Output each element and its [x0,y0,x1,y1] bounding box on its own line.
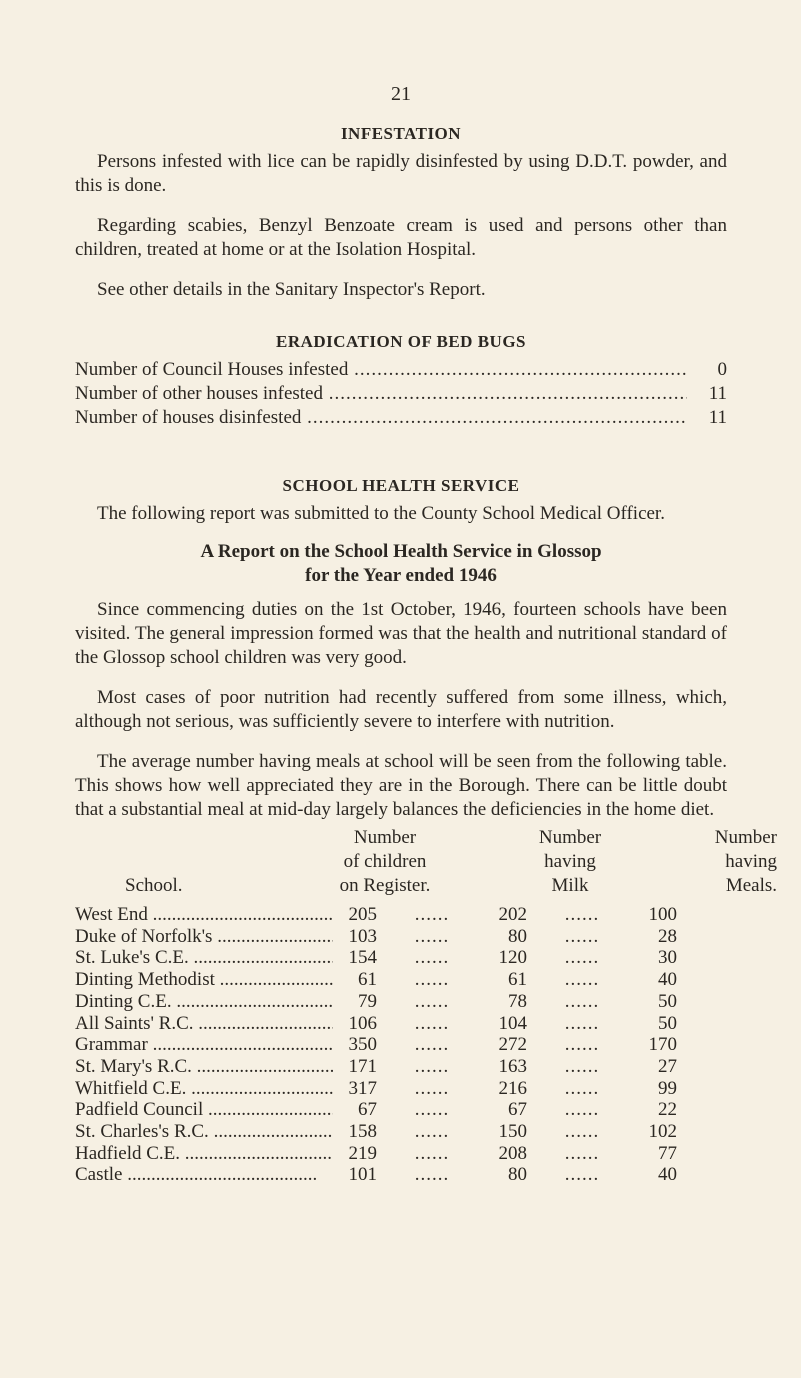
dot-leader: ...... [564,1055,600,1077]
header-line: Number [353,827,417,848]
milk-cell: 202 [498,904,527,925]
header-school [75,826,305,898]
school-cell [75,1164,337,1186]
infestation-paragraph: Regarding scabies, Benzyl Benzoate cream is used and persons other than children, treated at home or at the Isolation Hospital. [75,215,727,260]
school-name: Dinting C.E. [75,990,172,1012]
item-value: 0 [717,359,727,380]
school-cell [75,1143,337,1165]
school-name: St. Mary's R.C. [75,1055,192,1077]
milk-cell: 216 [498,1077,527,1099]
meals-cell: 40 [658,969,677,991]
table-row [75,1056,677,1078]
header-line: having [544,851,596,872]
dot-leader: ...... [414,1077,450,1099]
meals-cell: 30 [658,947,677,969]
school-name: Duke of Norfolk's [75,925,213,947]
school-name: Padfield Council [75,1099,204,1121]
dot-leader: ...... [564,1121,600,1143]
header-line: Number [714,827,777,848]
meals-cell: 40 [658,1164,677,1186]
table-row [75,991,677,1013]
school-health-heading: SCHOOL HEALTH SERVICE [282,476,520,495]
page-number: 21 [391,83,411,105]
school-name: Dinting Methodist [75,969,215,991]
meals-cell: 22 [658,1099,677,1121]
dot-leader: ...... [414,1142,450,1164]
dot-leader: ...... [414,1034,450,1056]
header-line: Milk [551,875,589,896]
dot-leader: ...... [414,990,450,1012]
report-paragraph: Since commencing duties on the 1st October, 1946, fourteen schools have been visited. The general impression formed was that the health and nutritional standard of the Glossop school children was very good. [75,599,727,668]
register-cell: 79 [358,990,377,1012]
school-cell [75,904,337,926]
register-cell: 219 [348,1142,377,1164]
table-row [75,1143,677,1165]
school-cell [75,1078,337,1100]
meals-cell: 50 [658,1012,677,1034]
register-cell: 61 [358,969,377,991]
header-meals [655,826,777,898]
report-title: A Report on the School Health Service in Glossop [200,541,602,562]
register-cell: 103 [348,925,377,947]
bed-bugs-item [75,382,727,406]
table-header [75,826,777,898]
meals-cell: 50 [658,990,677,1012]
meals-cell: 99 [658,1077,677,1099]
header-line: on Register. [339,875,431,896]
register-cell: 317 [348,1077,377,1099]
dot-leader: ...... [564,1099,600,1121]
school-name: Castle [75,1164,123,1186]
dot-leader: ...... [414,1164,450,1186]
dot-leader: ...... [414,925,450,947]
milk-cell: 61 [508,969,527,991]
table-row [75,1078,677,1100]
dot-leader: ...... [564,990,600,1012]
item-value: 11 [708,407,727,428]
school-name: West End [75,904,148,925]
infestation-heading: INFESTATION [340,124,462,143]
header-line: having [725,851,777,872]
dot-leader: ...... [564,1077,600,1099]
dot-leader: ...... [414,969,450,991]
bed-bugs-item [75,406,727,430]
school-cell [75,1013,337,1035]
dot-leader: ...... [414,1099,450,1121]
school-name: Grammar [75,1034,148,1056]
table-row [75,1099,677,1121]
infestation-paragraph: Persons infested with lice can be rapidly disinfested by using D.D.T. powder, and this is done. [75,151,727,196]
school-name: All Saints' R.C. [75,1012,194,1034]
meals-cell: 102 [648,1121,677,1143]
meals-cell: 28 [658,925,677,947]
register-cell: 171 [348,1055,377,1077]
header-register [305,826,465,898]
school-cell [75,969,337,991]
dot-leader: ...... [564,904,600,925]
dot-leader: ...... [564,1012,600,1034]
dot-leader: ...... [414,947,450,969]
page-column [75,0,777,1186]
table-row [75,1121,677,1143]
dot-leader: ...... [564,1034,600,1056]
bed-bugs-item [75,358,727,382]
dot-leader: ...... [564,925,600,947]
school-cell [75,1034,337,1056]
milk-cell: 208 [498,1142,527,1164]
school-name: Whitfield C.E. [75,1077,187,1099]
table-row [75,1164,677,1186]
school-name: Hadfield C.E. [75,1142,181,1164]
dot-leader: ...... [414,1055,450,1077]
report-paragraph: Most cases of poor nutrition had recently suffered from some illness, which, although not serious, was sufficiently severe to interfere with nutrition. [75,687,727,732]
milk-cell: 120 [498,947,527,969]
dot-leader: ...... [564,1164,600,1186]
milk-cell: 150 [498,1121,527,1143]
milk-cell: 78 [508,990,527,1012]
report-title: for the Year ended 1946 [305,565,497,586]
meals-cell: 27 [658,1055,677,1077]
dot-leader: ...... [564,947,600,969]
school-cell [75,1121,337,1143]
item-label: Number of houses disinfested ..... [75,406,687,430]
register-cell: 106 [348,1012,377,1034]
register-cell: 67 [358,1099,377,1121]
item-label: Number of other houses infested ..... [75,382,687,406]
report-paragraph: The average number having meals at school will be seen from the following table. This shows how well appreciated they are in the Borough. There can be little doubt that a substantial meal at mid-day largely balances the deficiencies in the home diet. [75,751,727,820]
school-meals-table [75,904,677,1186]
school-cell [75,991,337,1013]
register-cell: 154 [348,947,377,969]
header-line: Meals. [725,875,777,896]
item-label: Number of Council Houses infested ..... [75,358,687,382]
table-row [75,904,677,926]
milk-cell: 163 [498,1055,527,1077]
milk-cell: 80 [508,1164,527,1186]
header-line: School. [125,875,183,896]
infestation-paragraph: See other details in the Sanitary Inspector's Report. [97,279,486,300]
meals-cell: 100 [648,904,677,925]
dot-leader: ...... [564,969,600,991]
school-cell [75,947,337,969]
table-row [75,1034,677,1056]
school-cell [75,926,337,948]
dot-leader: ...... [414,1012,450,1034]
dot-leader: ...... [564,1142,600,1164]
table-row [75,947,677,969]
milk-cell: 272 [498,1034,527,1056]
register-cell: 350 [348,1034,377,1056]
milk-cell: 80 [508,925,527,947]
dot-leader: ...... [414,904,450,925]
dot-leader: ...... [414,1121,450,1143]
meals-cell: 170 [648,1034,677,1056]
table-row [75,1013,677,1035]
register-cell: 205 [348,904,377,925]
milk-cell: 67 [508,1099,527,1121]
table-row [75,926,677,948]
header-milk [465,826,655,898]
table-row [75,969,677,991]
milk-cell: 104 [498,1012,527,1034]
meals-cell: 77 [658,1142,677,1164]
header-line: of children [343,851,427,872]
school-cell [75,1099,337,1121]
school-name: St. Charles's R.C. [75,1121,209,1143]
school-cell [75,1056,337,1078]
item-value: 11 [708,383,727,404]
register-cell: 158 [348,1121,377,1143]
school-health-intro: The following report was submitted to the County School Medical Officer. [97,503,665,524]
school-name: St. Luke's C.E. [75,947,189,969]
header-line: Number [538,827,602,848]
register-cell: 101 [348,1164,377,1186]
bed-bugs-heading: ERADICATION OF BED BUGS [275,332,526,351]
